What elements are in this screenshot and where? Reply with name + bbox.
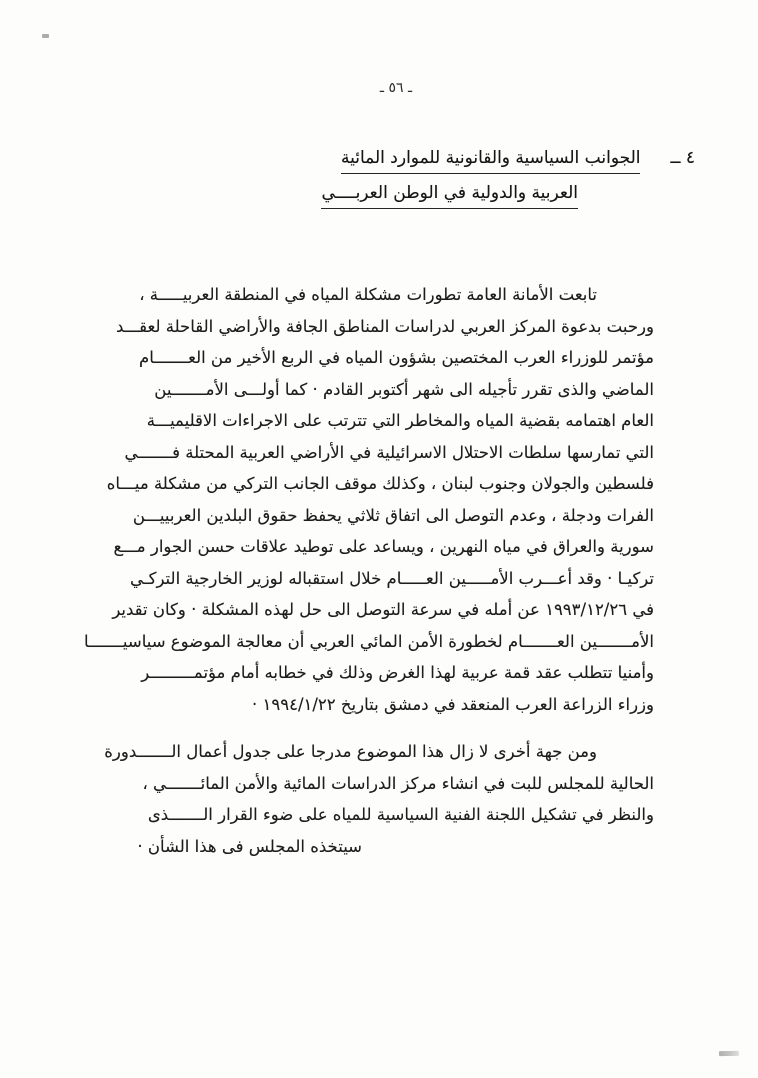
paragraph-2 xyxy=(60,736,654,862)
heading-title-line1: الجوانب السياسية والقانونية للموارد المائية xyxy=(341,148,640,174)
page-number: ـ ٥٦ ـ xyxy=(379,80,413,96)
document-body xyxy=(60,279,654,862)
text-line: فلسطين والجولان وجنوب لبنان ، وكذلك موقف الجانب التركي من مشكلة ميـــاه xyxy=(106,474,654,493)
text-line: الماضي والذى تقرر تأجيله الى شهر أكتوبر القادم · كما أولـــى الأمـــــــين xyxy=(154,379,654,399)
text-line: في ١٩٩٣/١٢/٢٦ عن أمله في سرعة التوصل الى حل لهذه المشكلة · وكان تقدير xyxy=(112,600,654,619)
text-line: سيتخذه المجلس فى هذا الشأن · xyxy=(137,836,362,856)
heading-title-line2: العربية والدولية في الوطن العربــــي xyxy=(321,183,578,209)
text-line: ومن جهة أخرى لا زال هذا الموضوع مدرجا على جدول أعمال الـــــــدورة xyxy=(104,742,597,761)
text-line: ورحبت بدعوة المركز العربي لدراسات المناطق الجافة والأراضي القاحلة لعقـــد xyxy=(116,316,654,336)
text-line: تابعت الأمانة العامة تطورات مشكلة المياه في المنطقة العربيـــــة ، xyxy=(139,285,597,304)
text-line: سورية والعراق في مياه النهرين ، ويساعد على توطيد علاقات حسن الجوار مـــع xyxy=(113,537,654,556)
text-line: التي تمارسها سلطات الاحتلال الاسرائيلية في الأراضي العربية المحتلة فـــــــي xyxy=(124,442,654,462)
heading-line-1 xyxy=(321,148,695,174)
text-line: الأمـــــــين العـــــــام لخطورة الأمن المائي العربي أن معالجة الموضوع سياسيـــــــا xyxy=(84,631,654,651)
text-line: مؤتمر للوزراء العرب المختصين بشؤون المياه في الربع الأخير من العـــــــام xyxy=(139,348,654,367)
text-line: وزراء الزراعة العرب المنعقد في دمشق بتاريخ ١٩٩٤/١/٢٢ · xyxy=(252,694,654,714)
paragraph-1 xyxy=(60,279,654,720)
section-heading xyxy=(321,148,695,209)
section-number: ٤ ــ xyxy=(670,148,695,168)
text-line: تركيـا · وقد أعـــرب الأمـــــين العـــــام خلال استقباله لوزير الخارجية التركـي xyxy=(130,568,654,588)
scan-artifact-speck xyxy=(42,34,49,38)
text-line: الفرات ودجلة ، وعدم التوصل الى اتفاق ثلاثي يحفظ حقوق البلدين العربييـــن xyxy=(132,505,654,525)
text-line: العام اهتمامه بقضية المياه والمخاطر التي تترتب على الاجراءات الاقليميـــة xyxy=(146,411,654,430)
text-line: الحالية للمجلس للبت في انشاء مركز الدراسات المائية والأمن المائـــــــي ، xyxy=(142,773,654,793)
text-line: وأمنيا تتطلب عقد قمة عربية لهذا الغرض وذلك في خطابه أمام مؤتمـــــــــر xyxy=(141,663,654,682)
heading-line-2 xyxy=(321,183,578,209)
text-line: والنظر في تشكيل اللجنة الفنية السياسية للمياه على ضوء القرار الـــــــذى xyxy=(147,805,654,824)
scan-artifact-smudge xyxy=(719,1051,739,1056)
